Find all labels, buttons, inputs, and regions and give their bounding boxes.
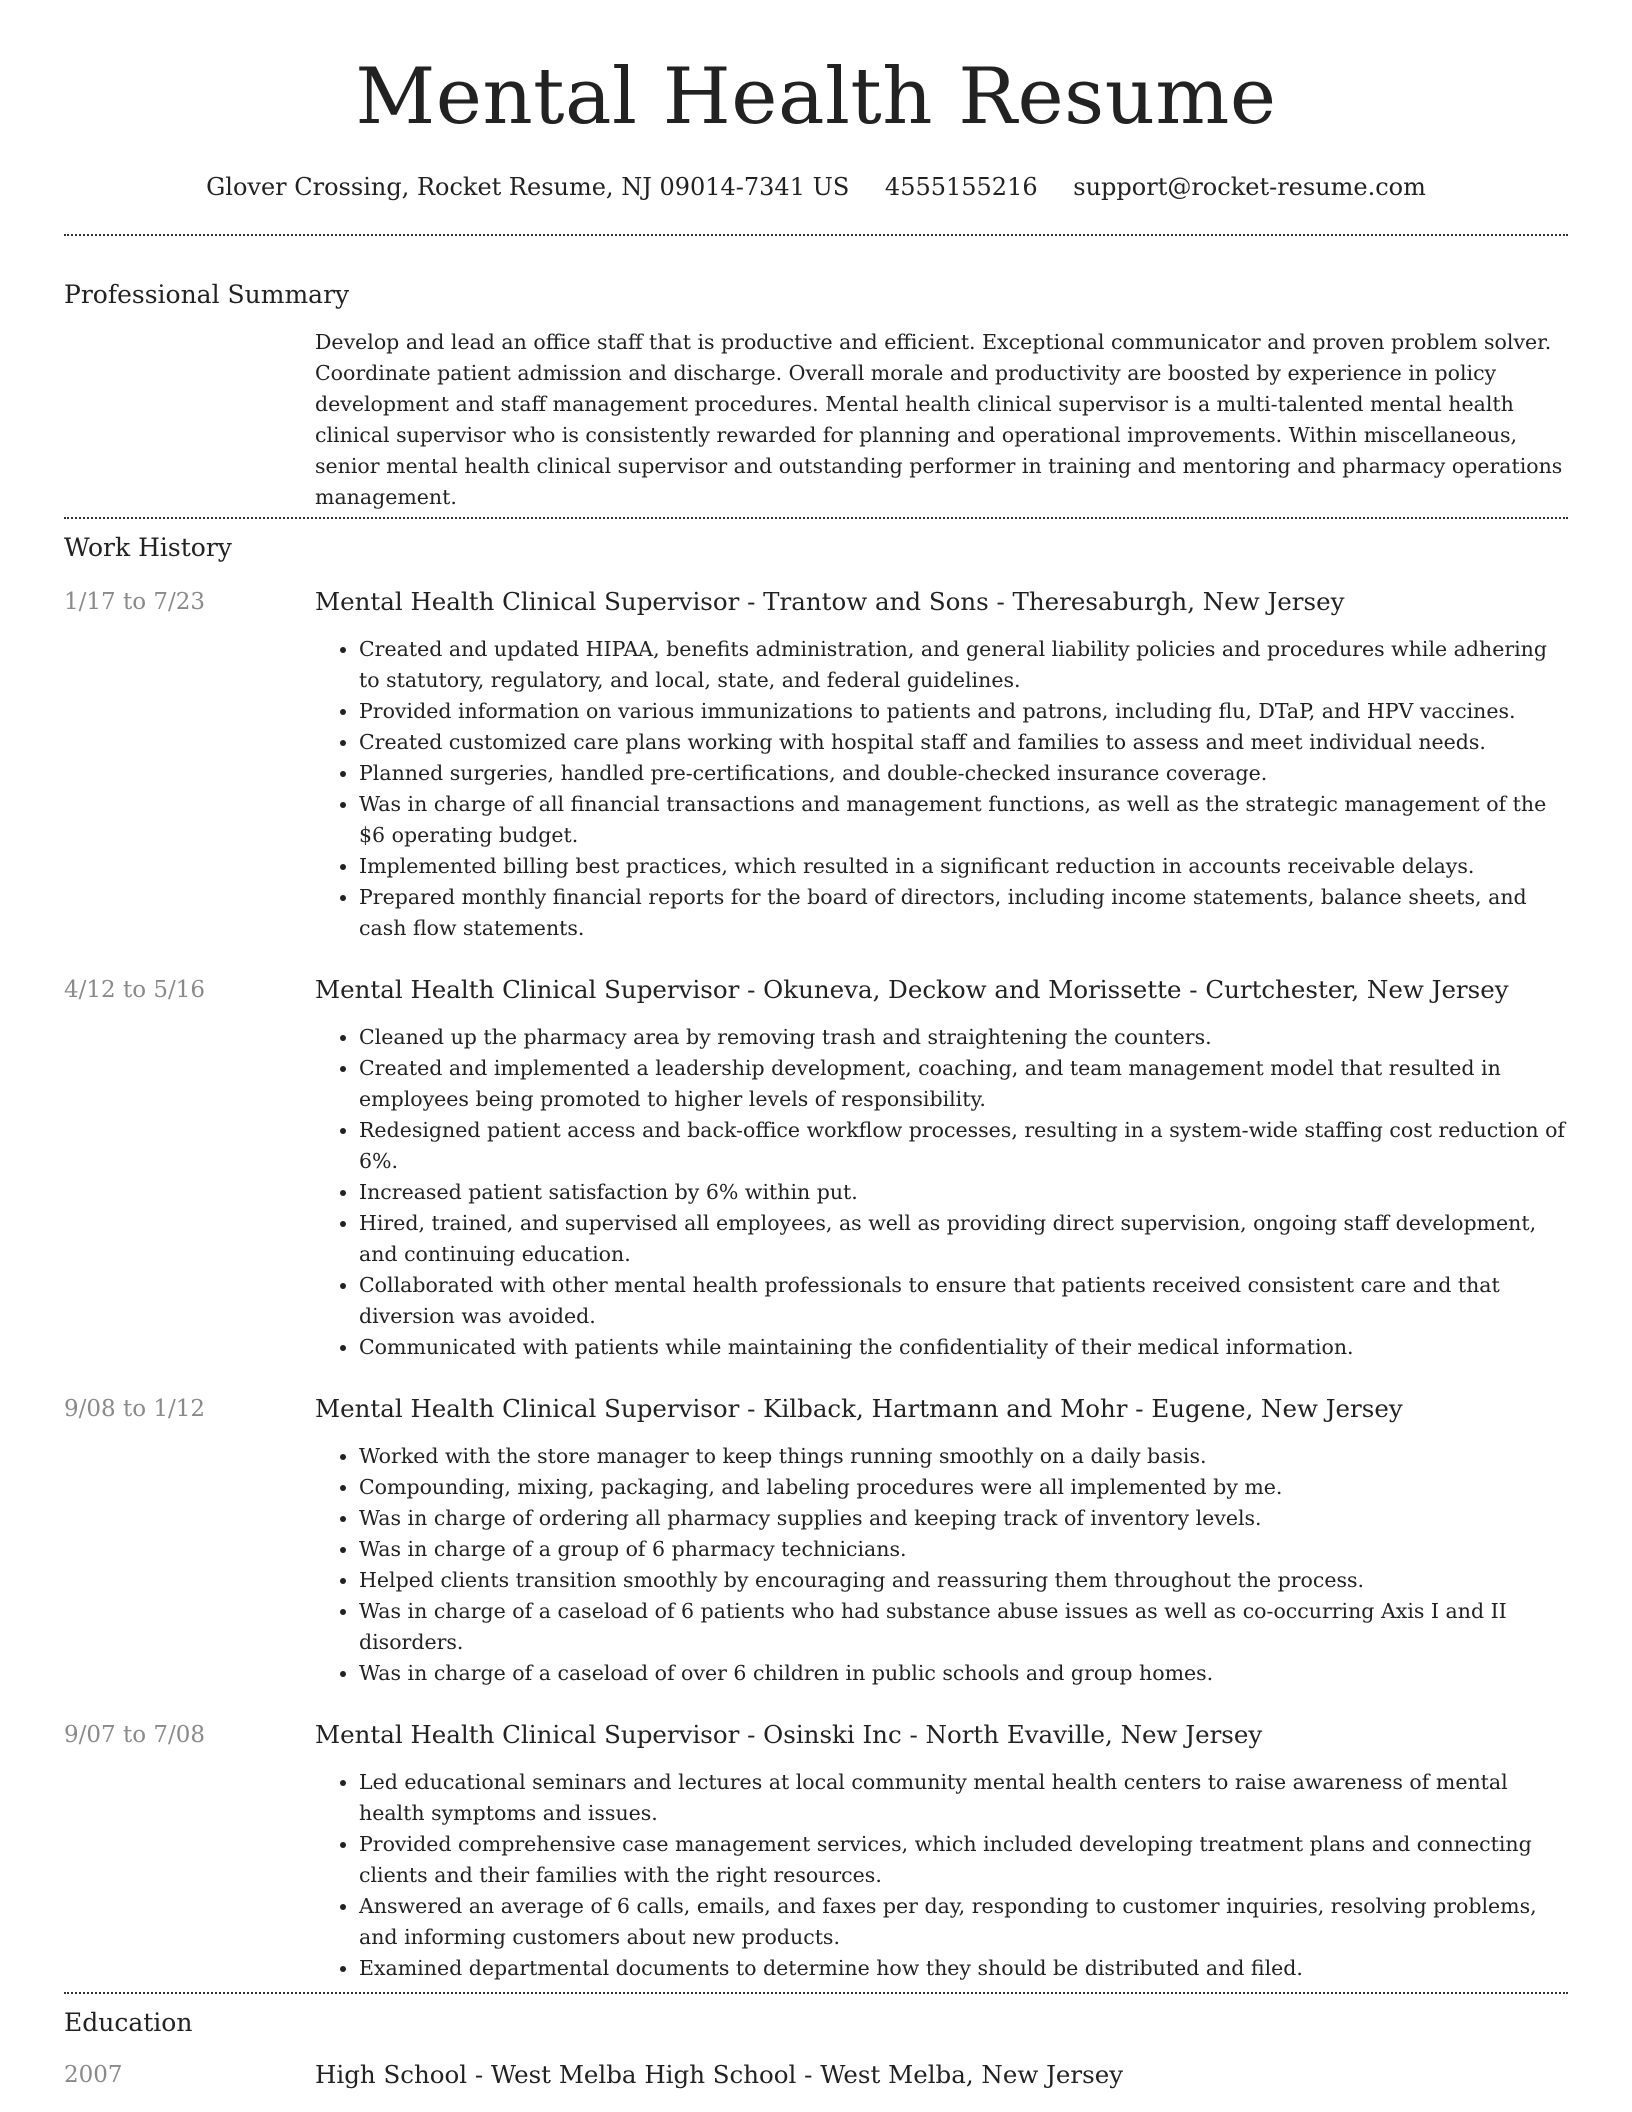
job-bullet: • Created customized care plans working with hospital staff and families to assess and meet individual needs. bbox=[359, 727, 1568, 758]
summary-heading: Professional Summary bbox=[64, 280, 350, 309]
job-bullet: • Prepared monthly financial reports for the board of directors, including income statements, balance sheets, and cash flow statements. bbox=[359, 882, 1568, 944]
job-bullet-list bbox=[315, 634, 1568, 944]
section-divider bbox=[64, 234, 1568, 236]
work-history-list bbox=[64, 586, 1568, 1984]
job-bullet: • Cleaned up the pharmacy area by removing trash and straightening the counters. bbox=[359, 1022, 1568, 1053]
job-body bbox=[315, 974, 1568, 1363]
education-list bbox=[64, 2059, 1568, 2091]
job-bullet: • Created and implemented a leadership development, coaching, and team management model that resulted in employees being promoted to higher levels of responsibility. bbox=[359, 1053, 1568, 1115]
job-dates: 1/17 to 7/23 bbox=[64, 589, 206, 615]
job-title: Mental Health Clinical Supervisor - Kilback, Hartmann and Mohr - Eugene, New Jersey bbox=[315, 1394, 1403, 1423]
job-bullet: • Was in charge of all financial transactions and management functions, as well as the strategic management of the $6 operating budget. bbox=[359, 789, 1568, 851]
contact-address: Glover Crossing, Rocket Resume, NJ 09014-7341 US bbox=[206, 173, 850, 201]
job-bullet-list bbox=[315, 1022, 1568, 1363]
job-bullet: • Was in charge of a group of 6 pharmacy technicians. bbox=[359, 1534, 1568, 1565]
job-title: Mental Health Clinical Supervisor - Okuneva, Deckow and Morissette - Curtchester, New Jersey bbox=[315, 975, 1509, 1004]
job-bullet: • Created and updated HIPAA, benefits administration, and general liability policies and procedures while adhering to statutory, regulatory, and local, state, and federal guidelines. bbox=[359, 634, 1568, 696]
job-bullet: • Answered an average of 6 calls, emails, and faxes per day, responding to customer inquiries, resolving problems, and informing customers about new products. bbox=[359, 1891, 1568, 1953]
job-bullet: • Hired, trained, and supervised all employees, as well as providing direct supervision, ongoing staff development, and continuing education. bbox=[359, 1208, 1568, 1270]
job-entry bbox=[64, 586, 1568, 944]
education-title: High School - West Melba High School - West Melba, New Jersey bbox=[315, 2060, 1124, 2089]
job-bullet: • Communicated with patients while maintaining the confidentiality of their medical information. bbox=[359, 1332, 1568, 1363]
job-body bbox=[315, 1393, 1568, 1689]
job-dates: 9/08 to 1/12 bbox=[64, 1396, 206, 1422]
job-dates: 4/12 to 5/16 bbox=[64, 977, 206, 1003]
job-bullet: • Increased patient satisfaction by 6% within put. bbox=[359, 1177, 1568, 1208]
job-bullet: • Worked with the store manager to keep things running smoothly on a daily basis. bbox=[359, 1441, 1568, 1472]
job-bullet-list bbox=[315, 1441, 1568, 1689]
job-bullet: • Collaborated with other mental health professionals to ensure that patients received consistent care and that diversion was avoided. bbox=[359, 1270, 1568, 1332]
contact-email[interactable]: support@rocket-resume.com bbox=[1073, 173, 1426, 201]
job-entry bbox=[64, 1393, 1568, 1689]
contact-line bbox=[64, 170, 1568, 204]
job-bullet: • Examined departmental documents to determine how they should be distributed and filed. bbox=[359, 1953, 1568, 1984]
education-heading: Education bbox=[64, 2008, 193, 2037]
job-title: Mental Health Clinical Supervisor - Trantow and Sons - Theresaburgh, New Jersey bbox=[315, 587, 1345, 616]
job-bullet: • Led educational seminars and lectures at local community mental health centers to raise awareness of mental health symptoms and issues. bbox=[359, 1767, 1568, 1829]
job-bullet: • Implemented billing best practices, which resulted in a significant reduction in accounts receivable delays. bbox=[359, 851, 1568, 882]
job-bullet: • Provided information on various immunizations to patients and patrons, including flu, DTaP, and HPV vaccines. bbox=[359, 696, 1568, 727]
job-title: Mental Health Clinical Supervisor - Osinski Inc - North Evaville, New Jersey bbox=[315, 1720, 1263, 1749]
contact-phone: 4555155216 bbox=[884, 173, 1038, 201]
education-date: 2007 bbox=[64, 2062, 123, 2088]
resume-page bbox=[64, 0, 1568, 2091]
job-body bbox=[315, 1719, 1568, 1984]
resume-title: Mental Health Resume bbox=[355, 52, 1277, 142]
work-history-heading: Work History bbox=[64, 533, 232, 562]
job-bullet: • Compounding, mixing, packaging, and labeling procedures were all implemented by me. bbox=[359, 1472, 1568, 1503]
education-entry bbox=[64, 2059, 1568, 2091]
job-bullet: • Redesigned patient access and back-office workflow processes, resulting in a system-wide staffing cost reduction of 6%. bbox=[359, 1115, 1568, 1177]
job-bullet: • Was in charge of a caseload of over 6 children in public schools and group homes. bbox=[359, 1658, 1568, 1689]
job-bullet-list bbox=[315, 1767, 1568, 1984]
job-entry bbox=[64, 1719, 1568, 1984]
section-divider bbox=[64, 1992, 1568, 1994]
job-bullet: • Planned surgeries, handled pre-certifications, and double-checked insurance coverage. bbox=[359, 758, 1568, 789]
job-bullet: • Was in charge of a caseload of 6 patients who had substance abuse issues as well as co-occurring Axis I and II disorders. bbox=[359, 1596, 1568, 1658]
job-body bbox=[315, 586, 1568, 944]
summary-text: Develop and lead an office staff that is productive and efficient. Exceptional communicator and proven problem solver. Coordinate patient admission and discharge. Overall morale and productivity are boosted by experience in policy development and staff management procedures. Mental health clinical supervisor is a multi-talented mental health clinical supervisor who is consistently rewarded for planning and operational improvements. Within miscellaneous, senior mental health clinical supervisor and outstanding performer in training and mentoring and pharmacy operations management. bbox=[315, 330, 1563, 509]
job-bullet: • Provided comprehensive case management services, which included developing treatment plans and connecting clients and their families with the right resources. bbox=[359, 1829, 1568, 1891]
job-dates: 9/07 to 7/08 bbox=[64, 1722, 206, 1748]
job-entry bbox=[64, 974, 1568, 1363]
job-bullet: • Helped clients transition smoothly by encouraging and reassuring them throughout the process. bbox=[359, 1565, 1568, 1596]
section-divider bbox=[64, 517, 1568, 519]
job-bullet: • Was in charge of ordering all pharmacy supplies and keeping track of inventory levels. bbox=[359, 1503, 1568, 1534]
